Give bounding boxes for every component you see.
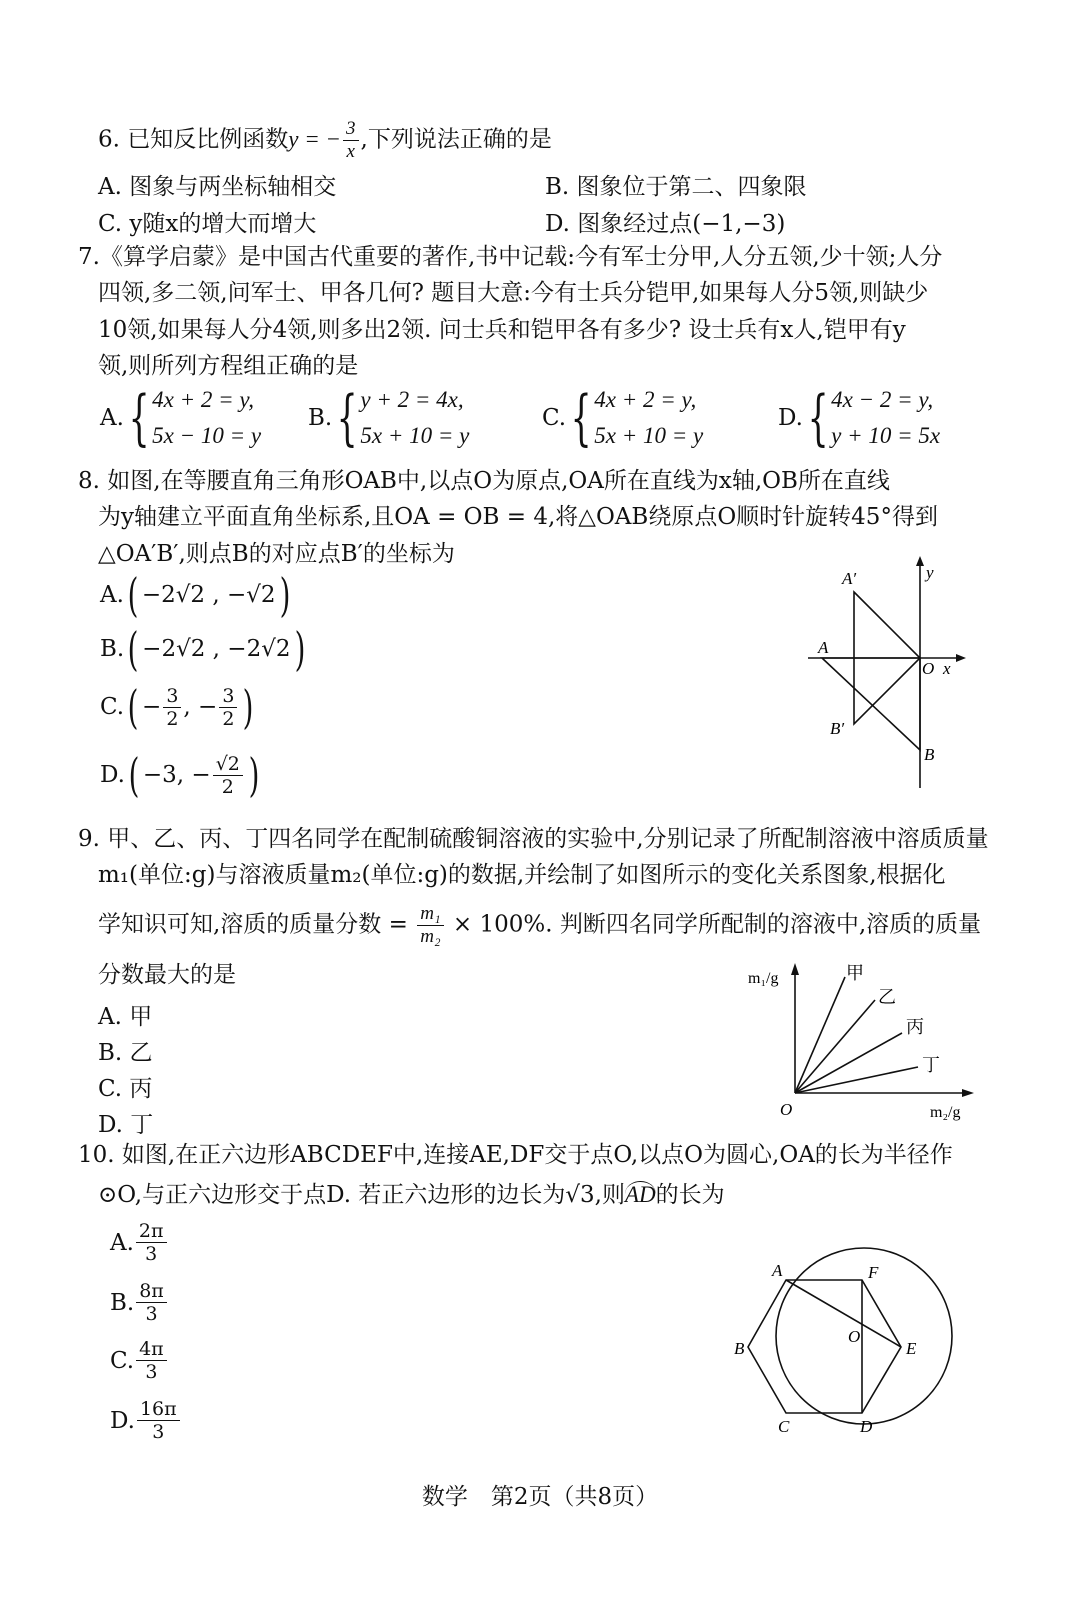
q8-label-b: B xyxy=(924,745,935,764)
q9-option-b: B. 乙 xyxy=(98,1040,153,1066)
q7-option-a: A. { 4x + 2 = y, 5x − 10 = y xyxy=(100,383,262,453)
q10-label-e: E xyxy=(906,1339,917,1358)
q10-hexagon xyxy=(748,1280,901,1413)
q8-option-d: D. ( −3, − $\frac{√2}{2}$ ) xyxy=(100,748,260,802)
q9-label-y: m₁/g xyxy=(748,970,779,987)
q8-option-a: A. ( −2√2 , −√2 ) xyxy=(100,568,290,622)
q7-option-b: B. { y + 2 = 4x, 5x + 10 = y xyxy=(308,383,470,453)
q10-segment-ae xyxy=(786,1280,901,1347)
q9-line-bing xyxy=(795,1033,902,1093)
q7-option-c: C. { 4x + 2 = y, 5x + 10 = y xyxy=(542,383,704,453)
q10-label-f: F xyxy=(868,1263,879,1282)
q9-line1: 9. 甲、乙、丙、丁四名同学在配制硫酸铜溶液的实验中,分别记录了所配制溶液中溶质质量 xyxy=(78,826,989,852)
q7-line4: 领,则所列方程组正确的是 xyxy=(98,353,359,379)
q6-option-b: B. 图象位于第二、四象限 xyxy=(545,174,807,200)
q9-label-ding: 丁 xyxy=(922,1055,940,1075)
q9-option-a: A. 甲 xyxy=(98,1004,153,1030)
q8-option-c: C. ( − $\frac{3}{2}$ , − $\frac{3}{2}$ ) xyxy=(100,680,254,734)
q7-option-d: D. { 4x − 2 = y, y + 10 = 5x xyxy=(778,383,941,453)
q8-label-a: A xyxy=(818,638,829,657)
q8-label-x: x xyxy=(943,659,951,678)
q9-option-c: C. 丙 xyxy=(98,1076,153,1102)
q7-line2: 四领,多二领,问军士、甲各几何? 题目大意:今有士兵分铠甲,如果每人分5领,则缺少 xyxy=(98,280,929,306)
q8-option-b: B. ( −2√2 , −2√2 ) xyxy=(100,622,305,676)
q9-line4: 分数最大的是 xyxy=(98,962,236,988)
q9-label-bing: 丙 xyxy=(906,1017,924,1037)
q8-line3: △OA′B′,则点B的对应点B′的坐标为 xyxy=(98,541,455,567)
q10-label-o: O xyxy=(848,1327,861,1346)
q10-option-c: C. $\frac{4\pi}{3}$ xyxy=(110,1338,169,1383)
q10-circle-o xyxy=(776,1248,952,1424)
q8-label-o: O xyxy=(922,659,935,678)
q8-label-a1: A′ xyxy=(842,569,857,588)
q9-label-jia: 甲 xyxy=(846,963,864,983)
q9-line-graph xyxy=(740,955,980,1130)
q10-line2: ⊙O,与正六边形交于点D. 若正六边形的边长为√3,则AD的长为 xyxy=(98,1182,725,1208)
q6-option-a: A. 图象与两坐标轴相交 xyxy=(98,174,337,200)
q10-label-b: B xyxy=(734,1339,745,1358)
q8-line1: 8. 如图,在等腰直角三角形OAB中,以点O为原点,OA所在直线为x轴,OB所在直线 xyxy=(78,468,890,494)
q7-line3: 10领,如果每人分4领,则多出2领. 问士兵和铠甲各有多少? 设士兵有x人,铠甲有y xyxy=(98,317,906,343)
q6-option-c: C. y随x的增大而增大 xyxy=(98,211,317,237)
q6-stem: 6. 已知反比例函数y = − $\frac{3}{x}$ ,下列说法正确的是 xyxy=(98,118,552,162)
q10-hexagon-figure xyxy=(730,1230,980,1445)
q10-option-a: A. $\frac{2\pi}{3}$ xyxy=(110,1220,169,1265)
q9-option-d: D. 丁 xyxy=(98,1112,154,1138)
page-footer: 数学 第2页（共8页） xyxy=(421,1484,659,1510)
q9-line3: 学知识可知,溶质的质量分数 = $\frac{\text{m₁}}{\text{m₂}}$ × 100%. 判断四名同学所配制的溶液中,溶质的质量 xyxy=(98,903,982,947)
q8-line2: 为y轴建立平面直角坐标系,且OA = OB = 4,将△OAB绕原点O顺时针旋转45°得到 xyxy=(98,504,938,530)
q10-option-b: B. $\frac{8\pi}{3}$ xyxy=(110,1280,169,1325)
q8-label-b1: B′ xyxy=(830,719,845,738)
q9-line2: m₁(单位:g)与溶液质量m₂(单位:g)的数据,并绘制了如图所示的变化关系图象,根据化 xyxy=(98,862,946,888)
q8-coordinate-figure xyxy=(800,550,980,800)
q8-label-y: y xyxy=(926,563,934,582)
q9-line-jia xyxy=(795,977,845,1093)
q10-label-d: D xyxy=(860,1417,873,1436)
q9-label-yi: 乙 xyxy=(878,987,896,1007)
q9-label-origin: O xyxy=(780,1100,793,1119)
q10-label-a: A xyxy=(772,1261,783,1280)
q7-line1: 7.《算学启蒙》是中国古代重要的著作,书中记载:今有军士分甲,人分五领,少十领;人分 xyxy=(78,244,943,270)
q10-option-d: D. $\frac{16\pi}{3}$ xyxy=(110,1398,182,1443)
q10-line1: 10. 如图,在正六边形ABCDEF中,连接AE,DF交于点O,以点O为圆心,OA的长为半径作 xyxy=(78,1142,953,1168)
q10-label-c: C xyxy=(778,1417,790,1436)
q6-option-d: D. 图象经过点(−1,−3) xyxy=(545,211,786,237)
q9-label-x: m₂/g xyxy=(930,1104,961,1121)
